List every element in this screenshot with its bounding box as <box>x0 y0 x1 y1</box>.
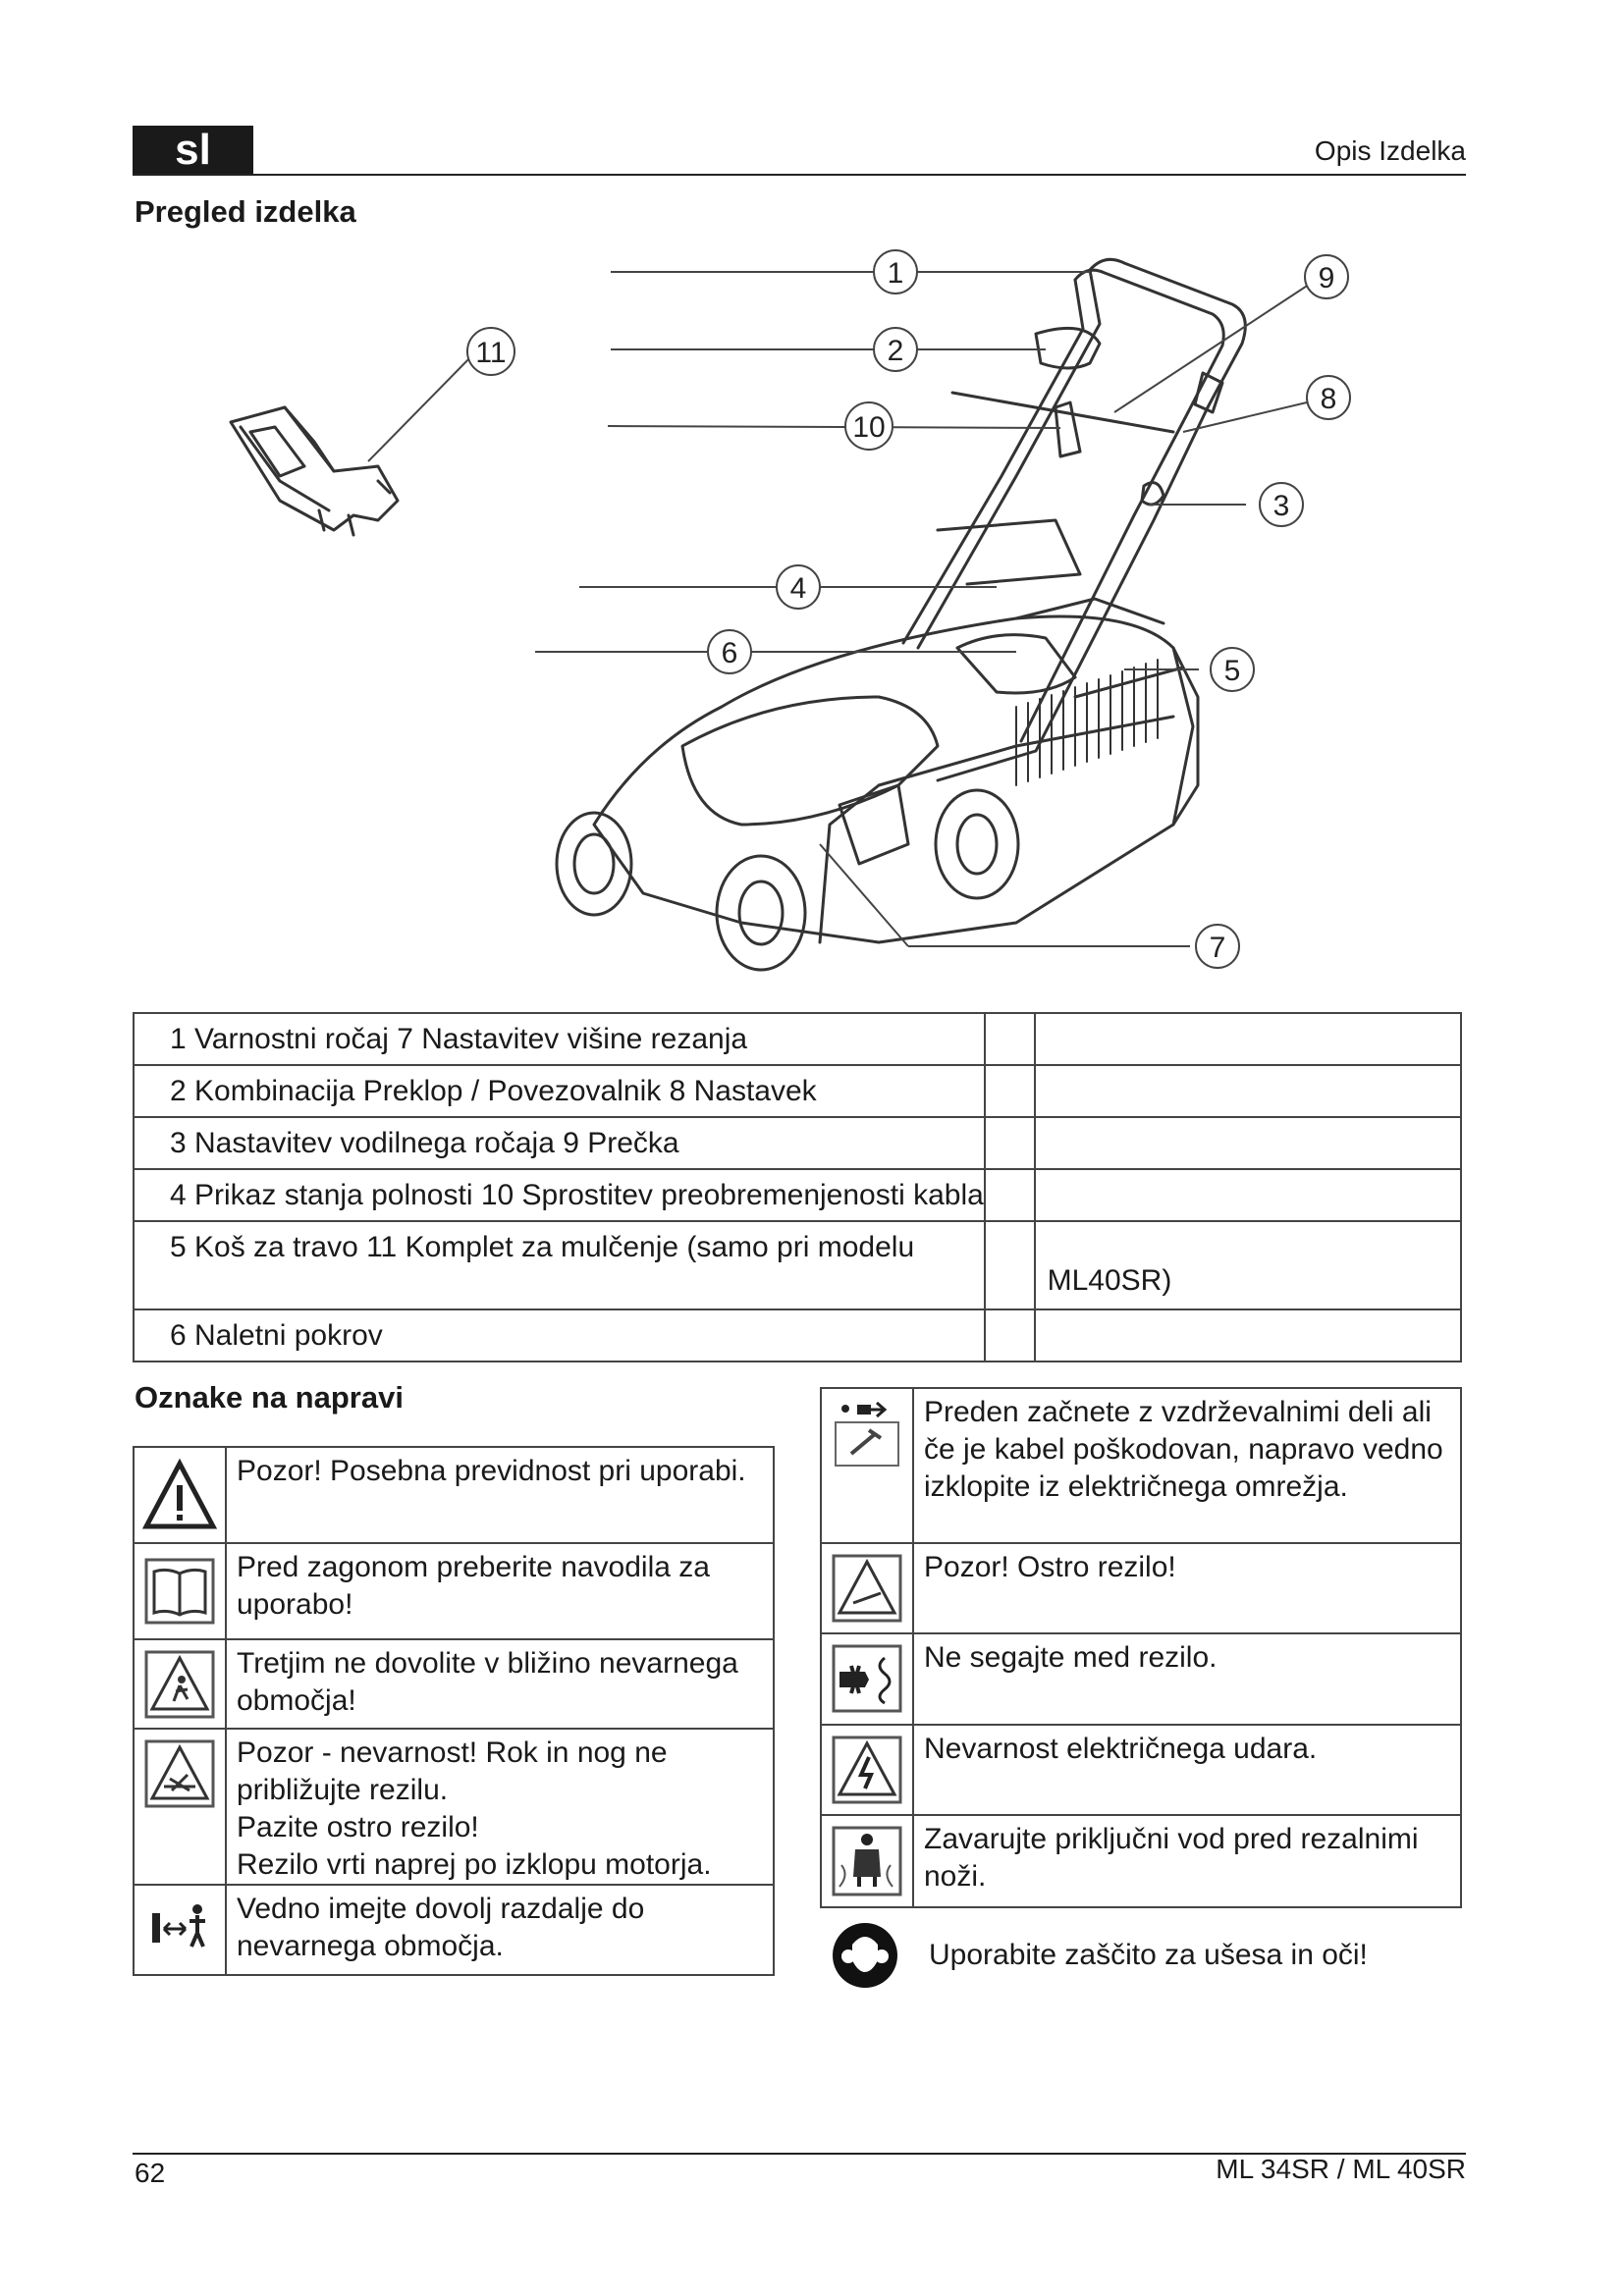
page-number: 62 <box>135 2158 166 2188</box>
callout-1: 1 <box>887 257 904 290</box>
legend-row <box>134 1013 1461 1065</box>
symbol-text-10: Zavarujte priključni vod pred rezalnimi noži. <box>924 1823 1419 1893</box>
lawnmower-diagram <box>133 236 1466 991</box>
ear-eye-protection-row <box>831 1919 1469 1993</box>
callout-7: 7 <box>1209 932 1226 964</box>
callout-6: 6 <box>721 637 738 669</box>
symbol-text-1: Pozor! Posebna previdnost pri uporabi. <box>237 1455 746 1487</box>
legend-row-5: 5 Koš za travo 11 Komplet za mulčenje (samo pri modelu <box>170 1231 915 1263</box>
symbol-text-8: Ne segajte med rezilo. <box>924 1641 1218 1674</box>
legend-row <box>134 1065 1461 1117</box>
symbol-text-6: Preden začnete z vzdrževalnimi deli ali če je kabel poškodovan, napravo vedno izklopite iz električnega omrežja. <box>924 1396 1443 1503</box>
callout-11: 11 <box>475 337 507 369</box>
warning-triangle-icon <box>134 1447 226 1543</box>
symbol-text-5: Vedno imejte dovolj razdalje do nevarnega območja. <box>237 1893 645 1962</box>
symbol-text-9: Nevarnost električnega udara. <box>924 1733 1318 1765</box>
keep-distance-icon <box>134 1885 226 1975</box>
overview-heading: Pregled izdelka <box>135 194 356 229</box>
legend-row-3: 3 Nastavitev vodilnega ročaja 9 Prečka <box>170 1127 679 1159</box>
symbol-text-3: Tretjim ne dovolite v bližino nevarnega območja! <box>237 1647 738 1717</box>
legend-row-1: 1 Varnostni ročaj 7 Nastavitev višine rezanja <box>170 1023 748 1055</box>
callout-5: 5 <box>1223 655 1241 687</box>
callout-9: 9 <box>1318 262 1335 294</box>
ear-eye-protection-text: Uporabite zaščito za ušesa in oči! <box>929 1939 1368 1971</box>
hand-blade-icon <box>821 1633 913 1725</box>
symbol-text-7: Pozor! Ostro rezilo! <box>924 1551 1176 1583</box>
legend-row <box>134 1169 1461 1221</box>
symbol-text-2: Pred zagonom preberite navodila za uporabo! <box>237 1551 710 1621</box>
sharp-blade-icon <box>821 1543 913 1633</box>
callout-10: 10 <box>852 411 886 444</box>
callout-8: 8 <box>1320 383 1337 415</box>
blade-hands-feet-icon <box>134 1729 226 1885</box>
legend-row-6: 6 Naletni pokrov <box>170 1319 383 1352</box>
manual-book-icon <box>134 1543 226 1639</box>
wheels-illustration <box>557 785 1018 970</box>
symbols-table-right <box>820 1387 1462 1908</box>
header-divider <box>133 174 1466 176</box>
symbols-table-left <box>133 1446 775 1976</box>
section-title: Opis Izdelka <box>1314 135 1466 166</box>
ear-eye-protection-icon <box>831 1921 899 1990</box>
model-name: ML 34SR / ML 40SR <box>1216 2154 1466 2184</box>
legend-row <box>134 1117 1461 1169</box>
unplug-maintenance-icon <box>821 1388 913 1543</box>
cable-guard-icon <box>821 1815 913 1907</box>
legend-row <box>134 1221 1461 1309</box>
mower-body-illustration <box>594 599 1198 942</box>
callout-3: 3 <box>1272 490 1290 522</box>
bystander-hazard-icon <box>134 1639 226 1729</box>
legend-row-4: 4 Prikaz stanja polnosti 10 Sprostitev preobremenjenosti kabla <box>170 1179 984 1211</box>
parts-legend-table <box>133 1012 1462 1362</box>
legend-row <box>134 1309 1461 1362</box>
language-badge: sl <box>133 126 253 175</box>
mulch-kit-illustration <box>231 407 398 535</box>
legend-row-2: 2 Kombinacija Preklop / Povezovalnik 8 Nastavek <box>170 1075 817 1107</box>
symbol-text-4b: Pazite ostro rezilo! <box>237 1811 479 1843</box>
electric-shock-icon <box>821 1725 913 1815</box>
callout-4: 4 <box>789 572 807 605</box>
symbols-heading: Oznake na napravi <box>135 1380 404 1415</box>
legend-row-5-cont: ML40SR) <box>1047 1264 1172 1297</box>
callout-2: 2 <box>887 335 904 367</box>
symbol-text-4c: Rezilo vrti naprej po izklopu motorja. <box>237 1848 712 1881</box>
symbol-text-4a: Pozor - nevarnost! Rok in nog ne približujte rezilu. <box>237 1736 668 1806</box>
